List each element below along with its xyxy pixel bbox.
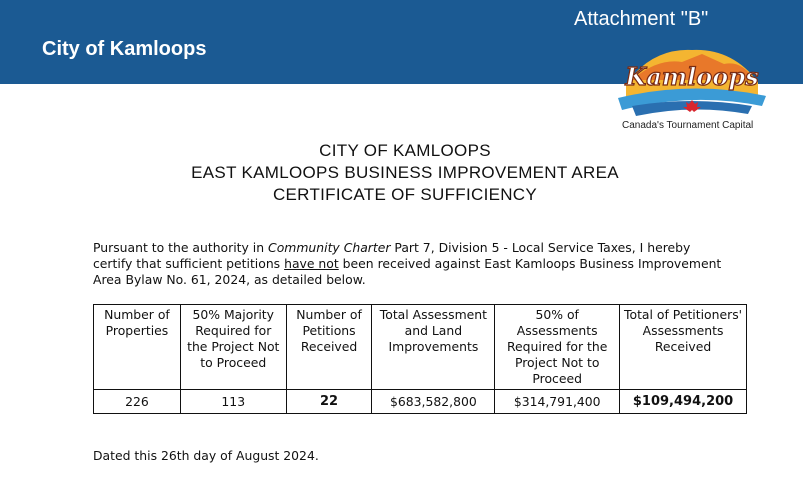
certification-paragraph <box>93 240 733 288</box>
cell-assessments-required: $314,791,400 <box>495 390 620 414</box>
title-line-2: EAST KAMLOOPS BUSINESS IMPROVEMENT AREA <box>191 163 619 182</box>
table-header-row <box>94 305 747 390</box>
header-number-of-properties: Number of Properties <box>94 305 181 390</box>
paragraph-text: Part 7, Division 5 - Local Service Taxes, I hereby certify that sufficient petitions <box>93 240 691 271</box>
paragraph-text: been received against East Kamloops Business Improvement Area Bylaw No. 61, 2024, as detailed below. <box>93 256 722 287</box>
header-assessments-required: 50% of Assessments Required for the Project Not to Proceed <box>495 305 620 390</box>
header-majority-required: 50% Majority Required for the Project Not to Proceed <box>180 305 286 390</box>
have-not-emphasis: have not <box>284 256 339 271</box>
cell-total-assessment: $683,582,800 <box>372 390 495 414</box>
title-line-3: CERTIFICATE OF SUFFICIENCY <box>272 185 538 204</box>
svg-text:Kamloops: Kamloops <box>625 62 759 91</box>
city-name: City of Kamloops <box>42 38 207 60</box>
header-total-assessment: Total Assessment and Land Improvements <box>372 305 495 390</box>
title-line-1: CITY OF KAMLOOPS <box>319 141 491 160</box>
kamloops-logo <box>612 40 772 120</box>
table-row <box>94 390 747 414</box>
header-petitions-received: Number of Petitions Received <box>286 305 372 390</box>
cell-petitioners-assessments: $109,494,200 <box>620 390 747 414</box>
tagline: Canada's Tournament Capital <box>622 120 754 131</box>
attachment-label: Attachment "B" <box>574 8 709 30</box>
paragraph-text: Pursuant to the authority in <box>93 240 269 255</box>
cell-majority-required: 113 <box>180 390 286 414</box>
cell-petitions-received: 22 <box>286 390 372 414</box>
document-title <box>100 140 710 206</box>
sufficiency-table <box>93 304 747 414</box>
header-petitioners-assessments: Total of Petitioners' Assessments Received <box>620 305 747 390</box>
charter-reference: Community Charter <box>268 240 391 255</box>
cell-number-of-properties: 226 <box>94 390 181 414</box>
dated-line: Dated this 26th day of August 2024. <box>93 448 319 463</box>
